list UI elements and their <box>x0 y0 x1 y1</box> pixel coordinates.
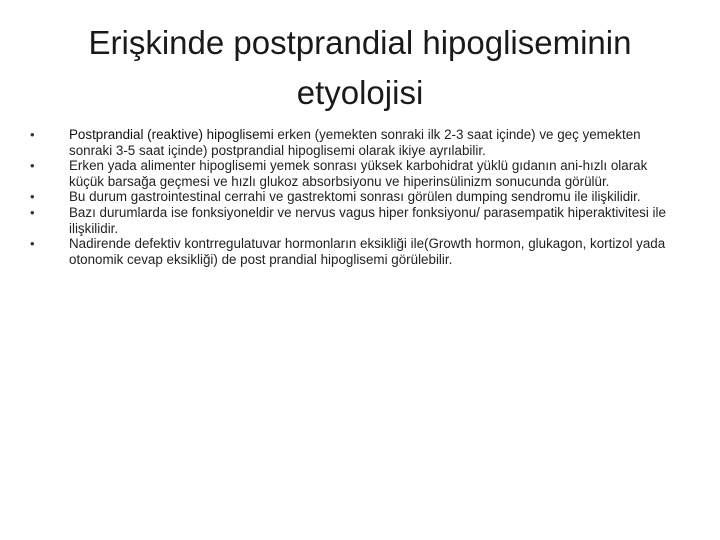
bullet-item <box>30 205 670 236</box>
bullet-dot-icon: • <box>30 204 35 220</box>
bullet-text: Bazı durumlarda ise fonksiyoneldir ve nervus vagus hiper fonksiyonu/ parasempatik hiperaktivitesi ile ilişkilidir. <box>69 204 666 236</box>
slide-title <box>40 18 680 118</box>
slide-title-line-1: Erişkinde postprandial hipogliseminin <box>88 24 632 61</box>
bullet-item <box>30 127 670 158</box>
bullet-text: erken (yemekten sonraki ilk 2-3 saat içinde) ve geç yemekten sonraki 3-5 saat içinde) postprandial hipoglisemi olarak ikiye ayrılabilir. <box>69 127 641 158</box>
bullet-item <box>30 189 670 205</box>
bullet-text: Bu durum gastrointestinal cerrahi ve gastrektomi sonrası görülen dumping sendromu ile ilişkilidir. <box>69 189 641 205</box>
bullet-list <box>30 127 670 267</box>
bullet-dot-icon: • <box>30 236 35 252</box>
bullet-dot-icon: • <box>30 127 35 142</box>
bullet-dot-icon: • <box>30 158 35 174</box>
bullet-lead-text: Postprandial (reaktive) hipoglisemi <box>69 127 274 142</box>
bullet-dot-icon: • <box>30 189 35 205</box>
bullet-text: Nadirende defektiv kontrregulatuvar hormonların eksikliği ile(Growth hormon, glukagon, kortizol yada otonomik cevap eksikliği) de post prandial hipoglisemi görülebilir. <box>69 236 666 267</box>
bullet-text: Erken yada alimenter hipoglisemi yemek sonrası yüksek karbohidrat yüklü gıdanın ani-hızlı olarak küçük barsağa geçmesi ve hızlı glukoz absorbsiyonu ve hiperinsülinizm sonucunda görülür. <box>69 158 648 189</box>
bullet-item <box>30 236 670 267</box>
bullet-item <box>30 158 670 189</box>
slide-title-line-2: etyolojisi <box>296 74 424 111</box>
